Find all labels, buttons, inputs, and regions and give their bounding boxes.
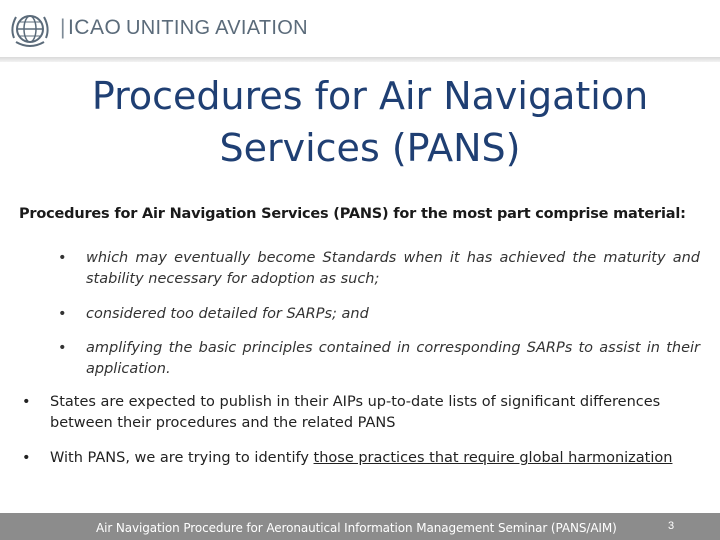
bullet-icon: •	[58, 250, 67, 266]
org-name: |ICAO	[60, 16, 122, 39]
sub-bullet-text: amplifying the basic principles contained in corresponding SARPs to assist in their application.	[86, 340, 700, 377]
title-line-2: Services (PANS)	[219, 126, 521, 170]
title-line-1: Procedures for Air Navigation	[91, 74, 649, 118]
sub-bullet-text-line-1: which may eventually become Standards when it has achieved the maturity and	[86, 250, 700, 266]
main-bullet-text: States are expected to publish in their AIPs up‑to‑date lists of significant differences between their procedures and the related PANS	[50, 394, 661, 431]
slide-title	[40, 70, 700, 174]
icao-emblem-icon	[8, 8, 52, 50]
main-bullet-prefix: With PANS, we are trying to identify	[50, 450, 314, 466]
slide-header	[0, 0, 720, 62]
sub-bullet-text-line-2: stability necessary for adoption as such;	[86, 271, 380, 287]
org-tagline: UNITING AVIATION	[126, 17, 308, 39]
main-bullet-emphasis: those practices that require global harmonization	[313, 450, 673, 466]
slide-footer	[0, 513, 720, 540]
bullet-icon: •	[22, 450, 31, 466]
bullet-icon: •	[58, 340, 67, 356]
sub-bullet-item	[58, 304, 700, 325]
sub-bullet-item	[58, 248, 700, 290]
page-number: 3	[668, 520, 675, 532]
main-bullet-item	[22, 448, 702, 469]
bullet-icon: •	[58, 306, 67, 322]
sub-bullet-text: considered too detailed for SARPs; and	[86, 306, 369, 322]
sub-bullet-item	[58, 338, 700, 380]
footer-text: Air Navigation Procedure for Aeronautical Information Management Seminar (PANS/AIM)	[96, 521, 617, 535]
intro-text: Procedures for Air Navigation Services (PANS) for the most part comprise material:	[19, 206, 686, 222]
main-bullet-text	[50, 448, 702, 469]
header-divider	[0, 57, 720, 62]
main-bullet-item	[22, 392, 702, 434]
bullet-icon: •	[22, 394, 31, 410]
